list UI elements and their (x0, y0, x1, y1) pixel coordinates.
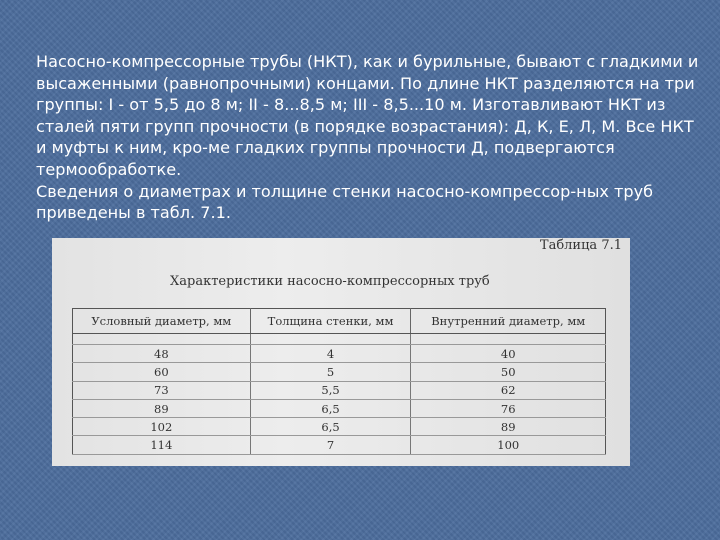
header-nominal-diameter: Условный диаметр, мм (73, 309, 251, 334)
cell-nominal-diameter: 73 (73, 381, 251, 399)
cell-nominal-diameter: 114 (73, 436, 251, 454)
cell-wall-thickness: 6,5 (250, 399, 411, 417)
cell-inner-diameter: 89 (411, 418, 606, 436)
cell-nominal-diameter: 60 (73, 363, 251, 381)
cell-wall-thickness: 4 (250, 345, 411, 363)
cell-wall-thickness: 7 (250, 436, 411, 454)
cell-wall-thickness: 5,5 (250, 381, 411, 399)
paragraph-intro: Насосно-компрессорные трубы (НКТ), как и бурильные, бывают с гладкими и высаженными (равнопрочными) концами. По длине НКТ разделяются на три группы: I - от 5,5 до 8 м; II - 8...8,5 м; III - 8,5...10 м. Изготавливают НКТ из сталей пяти групп прочности (в порядке возрастания): Д, К, Е, Л, М. Все НКТ и муфты к ним, кро-ме гладких группы прочности Д, подвергаются термообработке. (36, 52, 699, 179)
cell-wall-thickness: 6,5 (250, 418, 411, 436)
table-header-row (73, 309, 606, 334)
table-caption: Характеристики насосно-компрессорных труб (170, 274, 490, 289)
cell-inner-diameter: 76 (411, 399, 606, 417)
slide-text (36, 51, 706, 224)
cell-nominal-diameter: 48 (73, 345, 251, 363)
table-number-label: Таблица 7.1 (539, 238, 622, 253)
scanned-table-image (52, 238, 630, 466)
cell-inner-diameter: 50 (411, 363, 606, 381)
paragraph-table-ref: Сведения о диаметрах и толщине стенки насосно-компрессор-ных труб приведены в табл. 7.1. (36, 181, 654, 223)
cell-wall-thickness: 5 (250, 363, 411, 381)
table-row (73, 418, 606, 436)
table-row (73, 381, 606, 399)
cell-inner-diameter: 40 (411, 345, 606, 363)
cell-inner-diameter: 100 (411, 436, 606, 454)
table-row (73, 363, 606, 381)
header-wall-thickness: Толщина стенки, мм (250, 309, 411, 334)
cell-nominal-diameter: 89 (73, 399, 251, 417)
table-spacer-row (73, 334, 606, 345)
table-row (73, 399, 606, 417)
pipe-characteristics-table (72, 308, 606, 455)
table-row (73, 436, 606, 454)
cell-nominal-diameter: 102 (73, 418, 251, 436)
header-inner-diameter: Внутренний диаметр, мм (411, 309, 606, 334)
table-row (73, 345, 606, 363)
cell-inner-diameter: 62 (411, 381, 606, 399)
